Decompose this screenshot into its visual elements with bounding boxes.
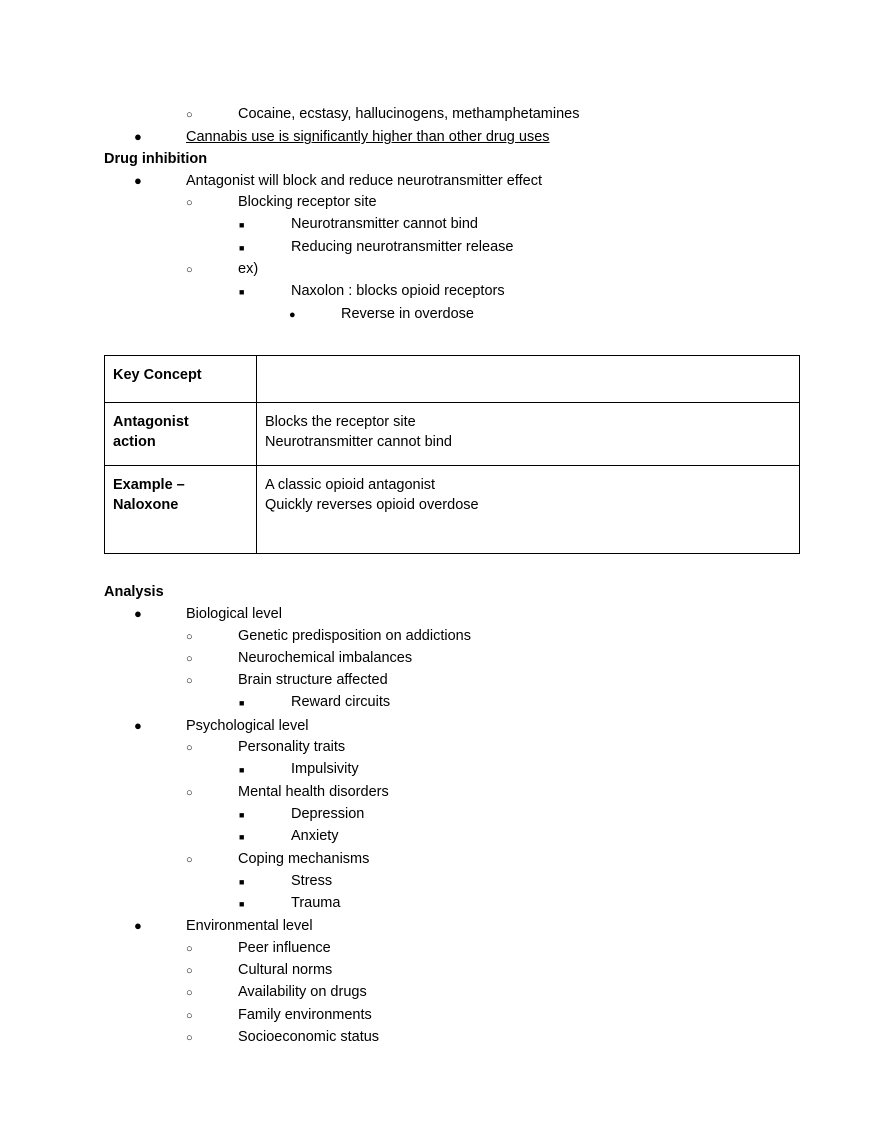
square-bullet-icon: ■ bbox=[239, 899, 245, 910]
outline-item-label: Depression bbox=[291, 805, 365, 822]
circle-bullet-icon: ○ bbox=[186, 264, 193, 277]
table-row bbox=[105, 355, 800, 402]
table-cell-line: Antagonist bbox=[113, 413, 189, 430]
square-bullet-icon: ■ bbox=[239, 832, 245, 843]
outline-item bbox=[104, 670, 804, 692]
outline-item bbox=[104, 214, 804, 236]
outline-item bbox=[104, 715, 804, 737]
table-cell-line: Naloxone bbox=[113, 496, 179, 513]
outline-item bbox=[104, 938, 804, 960]
outline-item-label: Coping mechanisms bbox=[238, 850, 370, 867]
square-bullet-icon: ■ bbox=[239, 242, 245, 253]
table-cell-label bbox=[105, 402, 257, 465]
square-bullet-icon: ■ bbox=[239, 765, 245, 776]
outline-item bbox=[104, 281, 804, 303]
top-outline-list bbox=[104, 104, 804, 149]
outline-item-label: Antagonist will block and reduce neurotransmitter effect bbox=[186, 172, 542, 189]
outline-item-label: Socioeconomic status bbox=[238, 1028, 380, 1045]
outline-item bbox=[104, 893, 804, 915]
outline-item bbox=[104, 782, 804, 804]
heading-drug-inhibition: Drug inhibition bbox=[104, 150, 208, 167]
circle-bullet-icon: ○ bbox=[186, 853, 193, 866]
outline-item-label: Blocking receptor site bbox=[238, 194, 377, 211]
outline-item-label: Reducing neurotransmitter release bbox=[291, 238, 514, 255]
outline-item bbox=[104, 126, 804, 148]
heading-analysis: Analysis bbox=[104, 583, 164, 600]
outline-item-label: ex) bbox=[238, 261, 259, 278]
outline-item bbox=[104, 804, 804, 826]
disc-bullet-icon: ● bbox=[134, 129, 142, 145]
table-cell-value bbox=[257, 355, 800, 402]
outline-item-label: Mental health disorders bbox=[238, 783, 389, 800]
table-cell-value bbox=[257, 402, 800, 465]
table-cell-label bbox=[105, 465, 257, 553]
outline-item bbox=[104, 849, 804, 871]
square-bullet-icon: ■ bbox=[239, 220, 245, 231]
table-cell-line: Example – bbox=[113, 476, 185, 493]
outline-item bbox=[104, 104, 804, 126]
table-row bbox=[105, 402, 800, 465]
table-cell-line: Blocks the receptor site bbox=[265, 413, 416, 430]
table-cell-line: Neurotransmitter cannot bind bbox=[265, 433, 452, 450]
square-bullet-icon: ■ bbox=[239, 698, 245, 709]
disc-bullet-icon: ● bbox=[134, 606, 142, 622]
table-cell-label bbox=[105, 355, 257, 402]
outline-item-label: Anxiety bbox=[291, 828, 339, 845]
square-bullet-icon: ■ bbox=[239, 876, 245, 887]
outline-item-label: Peer influence bbox=[238, 939, 331, 956]
outline-item-label: Reward circuits bbox=[291, 694, 391, 711]
outline-item bbox=[104, 170, 804, 192]
circle-bullet-icon: ○ bbox=[186, 630, 193, 643]
outline-item-label: Stress bbox=[291, 872, 333, 889]
outline-item-label: Availability on drugs bbox=[238, 984, 367, 1001]
outline-item-label: Psychological level bbox=[186, 717, 309, 734]
outline-item bbox=[104, 982, 804, 1004]
disc-bullet-icon: ● bbox=[134, 918, 142, 934]
outline-item bbox=[104, 737, 804, 759]
circle-bullet-icon: ○ bbox=[186, 675, 193, 688]
outline-item-label: Naxolon : blocks opioid receptors bbox=[291, 283, 505, 300]
circle-bullet-icon: ○ bbox=[186, 1031, 193, 1044]
square-bullet-icon: ■ bbox=[239, 809, 245, 820]
disc-bullet-icon: ● bbox=[134, 717, 142, 733]
table-row bbox=[105, 465, 800, 553]
key-concept-table bbox=[104, 355, 800, 554]
outline-item-label: Cultural norms bbox=[238, 962, 333, 979]
table-cell-line: Key Concept bbox=[113, 366, 202, 383]
outline-item bbox=[104, 237, 804, 259]
outline-item-label: Brain structure affected bbox=[238, 672, 388, 689]
outline-item bbox=[104, 692, 804, 714]
circle-bullet-icon: ○ bbox=[186, 942, 193, 955]
outline-item-label: Trauma bbox=[291, 895, 341, 912]
outline-item bbox=[104, 1005, 804, 1027]
outline-item bbox=[104, 603, 804, 625]
outline-item bbox=[104, 871, 804, 893]
key-concept-table-wrapper bbox=[104, 355, 804, 554]
outline-item-label: Personality traits bbox=[238, 739, 346, 756]
table-cell-line: Quickly reverses opioid overdose bbox=[265, 496, 479, 513]
circle-bullet-icon: ○ bbox=[186, 109, 193, 121]
table-cell-line: action bbox=[113, 433, 156, 450]
circle-bullet-icon: ○ bbox=[186, 786, 193, 799]
outline-item-label: Cocaine, ecstasy, hallucinogens, methamphetamines bbox=[238, 106, 580, 122]
outline-item-label: Biological level bbox=[186, 606, 282, 623]
document-body bbox=[104, 104, 804, 1049]
outline-item bbox=[104, 648, 804, 670]
outline-item-label: Neurochemical imbalances bbox=[238, 649, 413, 666]
outline-item bbox=[104, 960, 804, 982]
circle-bullet-icon: ○ bbox=[186, 197, 193, 210]
outline-item bbox=[104, 259, 804, 281]
outline-item bbox=[104, 915, 804, 937]
table-cell-value bbox=[257, 465, 800, 553]
square-bullet-icon: ■ bbox=[239, 287, 245, 298]
circle-bullet-icon: ○ bbox=[186, 965, 193, 978]
circle-bullet-icon: ○ bbox=[186, 652, 193, 665]
outline-item bbox=[104, 192, 804, 214]
outline-item-label: Environmental level bbox=[186, 918, 313, 935]
outline-item-label: Neurotransmitter cannot bind bbox=[291, 216, 478, 233]
circle-bullet-icon: ○ bbox=[186, 742, 193, 755]
outline-item bbox=[104, 304, 804, 326]
outline-item-label: Family environments bbox=[238, 1006, 372, 1023]
disc-bullet-icon: ● bbox=[134, 172, 142, 188]
outline-item bbox=[104, 626, 804, 648]
analysis-outline-list bbox=[104, 603, 804, 1049]
outline-item-label: Genetic predisposition on addictions bbox=[238, 627, 471, 644]
outline-item bbox=[104, 759, 804, 781]
outline-item bbox=[104, 826, 804, 848]
table-cell-line: A classic opioid antagonist bbox=[265, 476, 436, 493]
outline-item-label: Reverse in overdose bbox=[341, 305, 474, 322]
drug-inhibition-outline-list bbox=[104, 170, 804, 326]
disc-bullet-icon: ● bbox=[289, 308, 296, 321]
outline-item-label: Cannabis use is significantly higher than other drug uses bbox=[186, 129, 550, 146]
outline-item bbox=[104, 1027, 804, 1049]
outline-item-label: Impulsivity bbox=[291, 761, 359, 778]
circle-bullet-icon: ○ bbox=[186, 1009, 193, 1022]
circle-bullet-icon: ○ bbox=[186, 987, 193, 1000]
